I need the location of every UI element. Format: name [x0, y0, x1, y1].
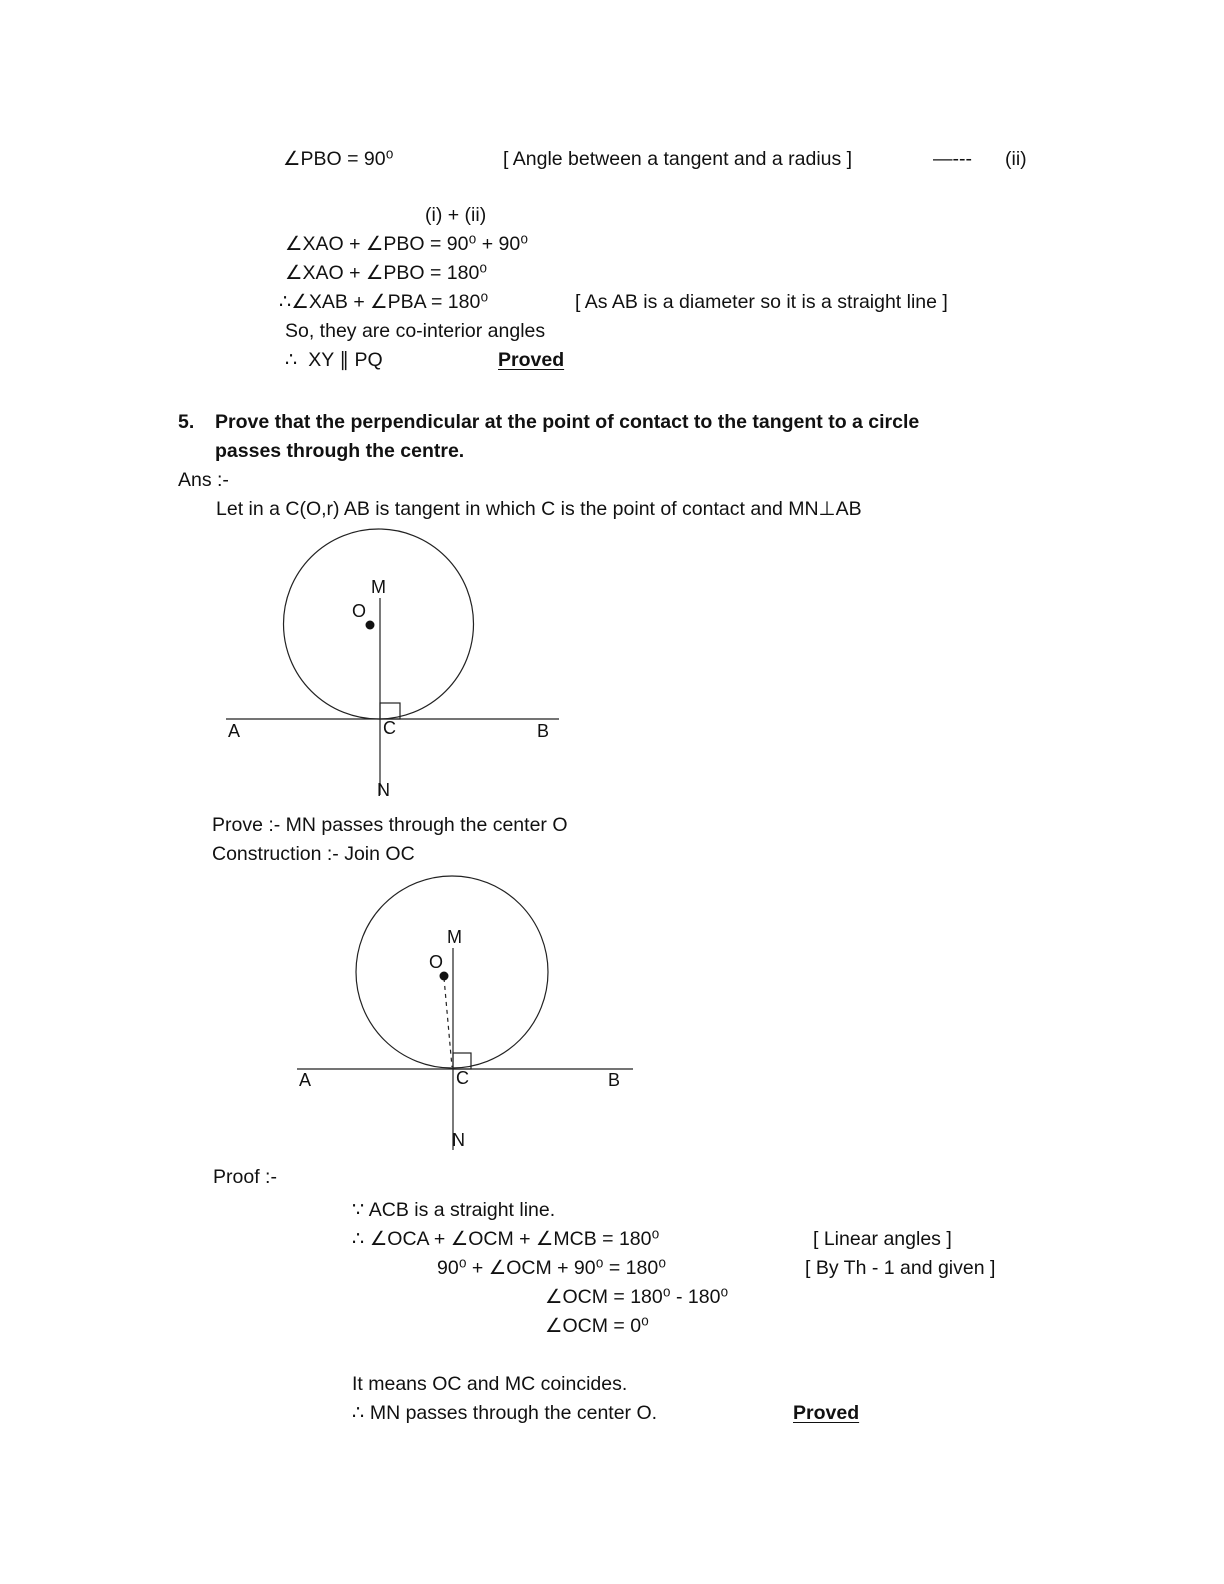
proof-line1: ∵ ACB is a straight line.: [352, 1199, 556, 1221]
label-n-2: N: [452, 1130, 465, 1150]
label-n-1: N: [377, 780, 390, 800]
label-b-2: B: [608, 1070, 621, 1090]
conclusion-parallel: ∴ XY ∥ PQ: [285, 349, 383, 371]
circle-1: [284, 529, 474, 719]
question-number: 5.: [178, 411, 195, 433]
eq-sum1: ∠XAO + ∠PBO = 90⁰ + 90⁰: [285, 233, 529, 255]
label-m-2: M: [447, 927, 462, 947]
eq-sum3: ∴∠XAB + ∠PBA = 180⁰: [279, 291, 489, 313]
proved-label-2: Proved: [793, 1402, 860, 1424]
answer-label: Ans :-: [178, 469, 229, 491]
proved-label-1: Proved: [498, 349, 565, 371]
question-text-line1: Prove that the perpendicular at the point of contact to the tangent to a circle: [215, 411, 920, 433]
equation-ref-ii: (ii): [1005, 148, 1027, 170]
proof-line3-reason: [ By Th - 1 and given ]: [805, 1257, 996, 1279]
proof-line2: ∴ ∠OCA + ∠OCM + ∠MCB = 180⁰: [352, 1228, 660, 1250]
label-o-2: O: [429, 952, 444, 972]
diagram-tangent-1: [200, 515, 580, 815]
circle-2: [356, 876, 548, 1068]
label-c-2: C: [456, 1068, 469, 1088]
proof-line2-reason: [ Linear angles ]: [813, 1228, 952, 1250]
label-a-2: A: [299, 1070, 312, 1090]
label-b-1: B: [537, 721, 550, 741]
eq-sum2: ∠XAO + ∠PBO = 180⁰: [285, 262, 488, 284]
diagram-tangent-2: [280, 865, 660, 1160]
proof-conclusion: ∴ MN passes through the center O.: [352, 1402, 658, 1424]
proof-label: Proof :-: [213, 1166, 277, 1188]
reason-diameter: [ As AB is a diameter so it is a straight line ]: [575, 291, 948, 313]
construction-line-oc: [444, 978, 452, 1067]
proof-line4: ∠OCM = 180⁰ - 180⁰: [545, 1286, 729, 1308]
proof-line3: 90⁰ + ∠OCM + 90⁰ = 180⁰: [437, 1257, 667, 1279]
eq-pbo: ∠PBO = 90⁰: [283, 148, 394, 170]
sum-label: (i) + (ii): [425, 204, 487, 226]
proof-line6: It means OC and MC coincides.: [352, 1373, 628, 1395]
construction-statement: Construction :- Join OC: [212, 843, 415, 865]
dash-mark: —---: [933, 148, 972, 170]
center-dot-1: [366, 621, 375, 630]
label-m-1: M: [371, 577, 386, 597]
prove-statement: Prove :- MN passes through the center O: [212, 814, 568, 836]
center-dot-2: [440, 972, 449, 981]
given-statement: Let in a C(O,r) AB is tangent in which C is the point of contact and MN⊥AB: [216, 498, 862, 520]
label-o-1: O: [352, 601, 367, 621]
label-c-1: C: [383, 718, 396, 738]
question-text-line2: passes through the centre.: [215, 440, 465, 462]
cointerior-note: So, they are co-interior angles: [285, 320, 546, 342]
label-a-1: A: [228, 721, 241, 741]
proof-line5: ∠OCM = 0⁰: [545, 1315, 649, 1337]
reason-tangent-radius: [ Angle between a tangent and a radius ]: [503, 148, 853, 170]
